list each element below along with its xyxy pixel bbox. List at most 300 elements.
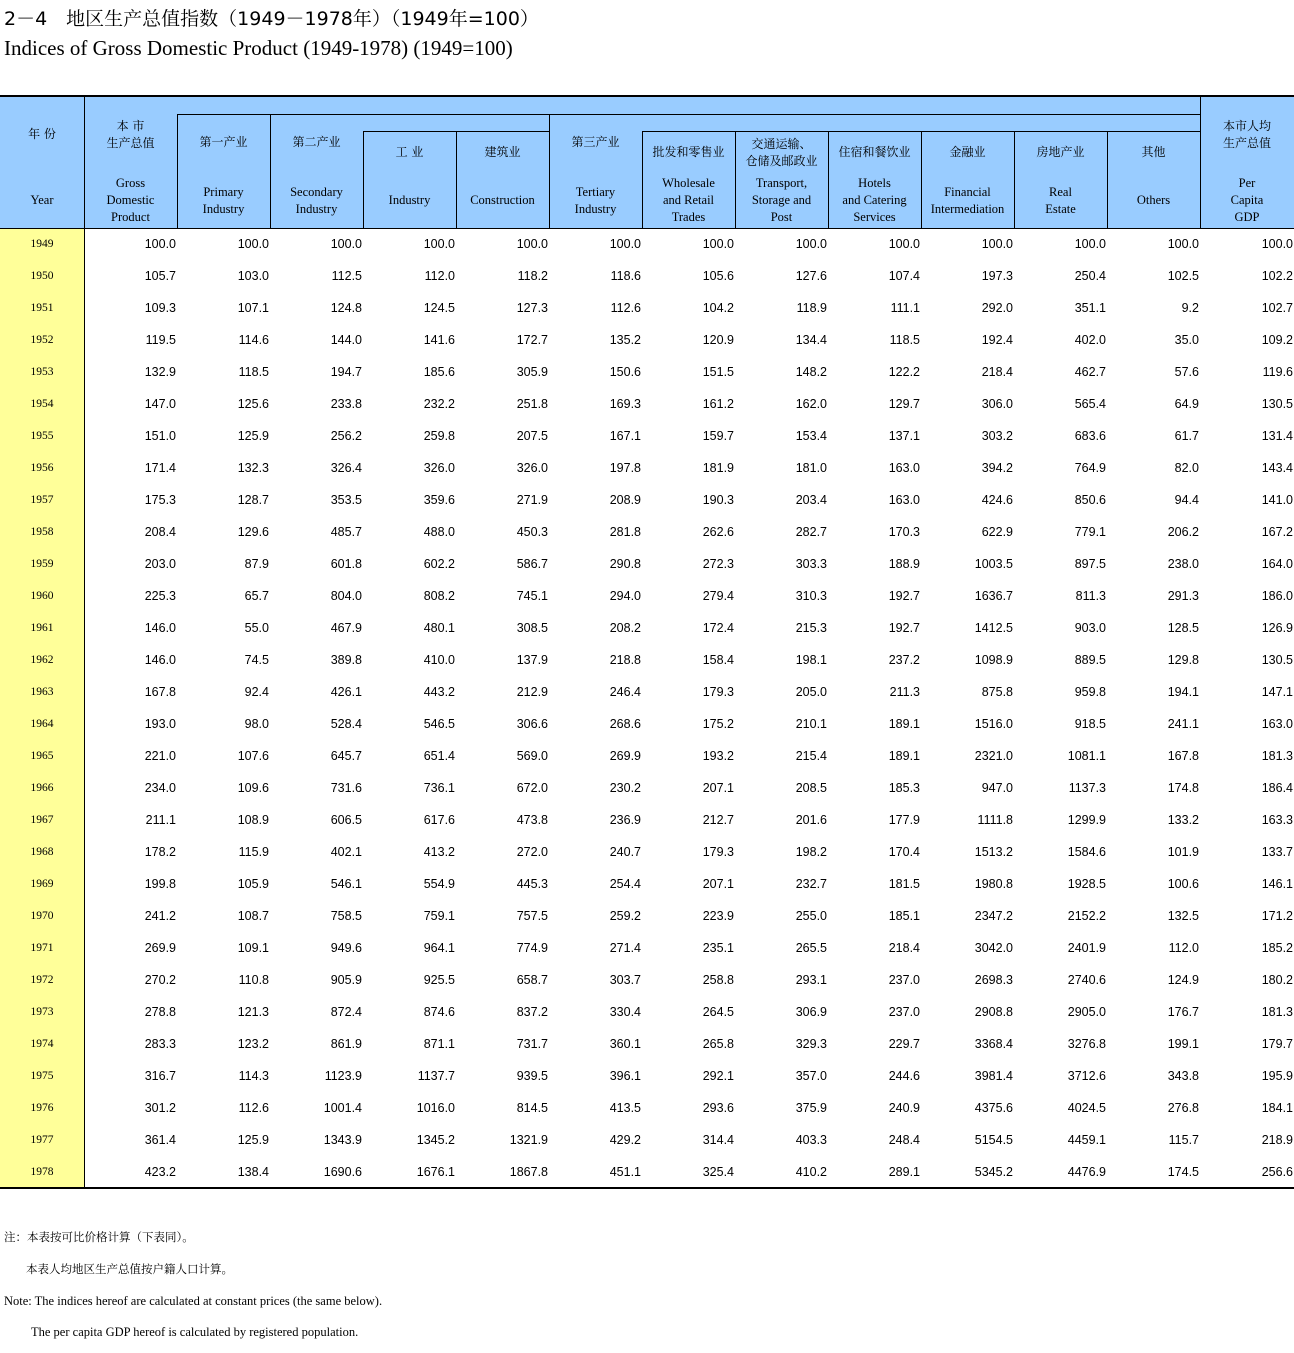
realestate-cell: 2152.2 (1067, 909, 1106, 923)
hotels-cell: 118.5 (889, 333, 920, 347)
percapita-cell: 195.9 (1261, 1069, 1293, 1083)
year-cell: 1953 (30, 366, 54, 378)
gdp-cell: 283.3 (144, 1037, 176, 1051)
transport-cell: 148.2 (795, 365, 827, 379)
realestate-cell: 850.6 (1074, 493, 1106, 507)
table-row (0, 901, 1294, 933)
header-tertiary-en-line: Industry (574, 202, 617, 216)
financial-cell: 2908.8 (974, 1005, 1013, 1019)
header-transport-cn (735, 136, 828, 170)
header-hotels-en-line: Hotels (858, 176, 891, 190)
gdp-cell: 178.2 (144, 845, 176, 859)
tertiary-cell: 429.2 (609, 1133, 641, 1147)
year-cell: 1975 (30, 1070, 54, 1082)
hotels-cell: 218.4 (888, 941, 920, 955)
note-en-1: Note: The indices hereof are calculated at constant prices (the same below). (4, 1294, 383, 1308)
year-cell: 1976 (30, 1102, 54, 1114)
tertiary-cell: 330.4 (609, 1005, 641, 1019)
wholesale-cell: 104.2 (702, 301, 734, 315)
wholesale-cell: 179.3 (702, 845, 734, 859)
table-row (0, 773, 1294, 805)
col-rule (921, 131, 922, 228)
industry-cell: 112.0 (424, 269, 455, 283)
others-cell: 115.7 (1168, 1133, 1199, 1147)
hotels-cell: 237.0 (888, 973, 920, 987)
header-wholesale-en-line: Wholesale (662, 176, 715, 190)
others-cell: 82.0 (1174, 461, 1199, 475)
tertiary-cell: 281.8 (609, 525, 641, 539)
others-cell: 101.9 (1167, 845, 1199, 859)
col-rule (177, 114, 178, 228)
construction-cell: 118.2 (517, 269, 548, 283)
secondary-cell: 872.4 (330, 1005, 362, 1019)
industry-cell: 651.4 (423, 749, 455, 763)
others-cell: 276.8 (1167, 1101, 1199, 1115)
table-row (0, 1093, 1294, 1125)
percapita-cell: 143.4 (1261, 461, 1293, 475)
tertiary-cell: 135.2 (609, 333, 641, 347)
hotels-cell: 229.7 (888, 1037, 920, 1051)
header-wholesale-cn-line: 批发和零售业 (652, 145, 725, 159)
primary-cell: 65.7 (244, 589, 269, 603)
table-title-en: Indices of Gross Domestic Product (1949-1978) (1949=100) (4, 36, 513, 60)
header-percapita-en-line: GDP (1234, 210, 1260, 224)
transport-cell: 215.4 (795, 749, 827, 763)
realestate-cell: 565.4 (1074, 397, 1106, 411)
transport-cell: 100.0 (795, 237, 827, 251)
tertiary-cell: 268.6 (609, 717, 641, 731)
primary-cell: 109.6 (237, 781, 269, 795)
year-cell: 1971 (30, 942, 54, 954)
transport-cell: 232.7 (795, 877, 827, 891)
header-top-rule (0, 95, 1294, 97)
industry-cell: 925.5 (423, 973, 455, 987)
construction-cell: 658.7 (516, 973, 548, 987)
header-hotels-en-line: and Catering (842, 193, 907, 207)
secondary-cell: 144.0 (330, 333, 362, 347)
tertiary-cell: 100.0 (609, 237, 641, 251)
construction-cell: 745.1 (516, 589, 548, 603)
percapita-cell: 180.2 (1261, 973, 1293, 987)
primary-cell: 129.6 (237, 525, 269, 539)
year-cell: 1955 (30, 430, 54, 442)
table-row (0, 965, 1294, 997)
percapita-col-rule (1200, 97, 1201, 228)
percapita-cell: 102.2 (1261, 269, 1293, 283)
tertiary-cell: 236.9 (609, 813, 641, 827)
financial-cell: 1516.0 (974, 717, 1013, 731)
year-col-rule (84, 97, 85, 1187)
secondary-cell: 426.1 (330, 685, 362, 699)
header-wholesale-cn (642, 144, 735, 161)
header-percapita-en (1200, 175, 1294, 226)
transport-cell: 357.0 (795, 1069, 827, 1083)
tertiary-cell: 303.7 (609, 973, 641, 987)
tertiary-cell: 259.2 (609, 909, 641, 923)
secondary-cell: 546.1 (330, 877, 362, 891)
financial-cell: 292.0 (981, 301, 1013, 315)
construction-cell: 100.0 (516, 237, 548, 251)
header-financial-en-line: Intermediation (930, 202, 1005, 216)
gdp-cell: 278.8 (144, 1005, 176, 1019)
primary-cell: 74.5 (244, 653, 269, 667)
table-row (0, 677, 1294, 709)
year-cell: 1963 (30, 686, 54, 698)
realestate-cell: 462.7 (1074, 365, 1106, 379)
header-wholesale-en-line: Trades (671, 210, 706, 224)
secondary-cell: 528.4 (330, 717, 362, 731)
header-percapita-en-line: Per (1238, 176, 1256, 190)
realestate-cell: 779.1 (1074, 525, 1106, 539)
realestate-cell: 4459.1 (1067, 1133, 1106, 1147)
year-cell: 1950 (30, 270, 54, 282)
gdp-cell: 234.0 (144, 781, 176, 795)
tertiary-cell: 294.0 (609, 589, 641, 603)
tertiary-cell: 360.1 (609, 1037, 641, 1051)
industry-cell: 326.0 (423, 461, 455, 475)
header-financial-cn (921, 144, 1014, 161)
financial-cell: 5345.2 (974, 1165, 1013, 1179)
primary-cell: 132.3 (237, 461, 269, 475)
table-row (0, 453, 1294, 485)
secondary-cell: 485.7 (330, 525, 362, 539)
realestate-cell: 897.5 (1074, 557, 1106, 571)
gdp-cell: 361.4 (144, 1133, 176, 1147)
others-cell: 206.2 (1167, 525, 1199, 539)
col-rule (1014, 131, 1015, 228)
hotels-cell: 163.0 (888, 461, 920, 475)
header-industry-en-line: Industry (388, 193, 431, 207)
hotels-cell: 107.4 (888, 269, 920, 283)
industry-cell: 413.2 (423, 845, 455, 859)
transport-cell: 208.5 (795, 781, 827, 795)
header-transport-en-line: Storage and (751, 193, 812, 207)
realestate-cell: 4476.9 (1067, 1165, 1106, 1179)
hotels-cell: 189.1 (888, 749, 920, 763)
header-tertiary-en-line: Tertiary (575, 185, 616, 199)
construction-cell: 251.8 (516, 397, 548, 411)
header-industry-cn-line: 工 业 (395, 145, 424, 159)
realestate-cell: 1137.3 (1068, 781, 1106, 795)
secondary-cell: 326.4 (330, 461, 362, 475)
table-row (0, 709, 1294, 741)
header-primary-en-line: Industry (202, 202, 245, 216)
table-row (0, 997, 1294, 1029)
gdp-cell: 100.0 (144, 237, 176, 251)
table-row (0, 645, 1294, 677)
header-gdp-cn-line: 本 市 (116, 119, 145, 133)
table-row (0, 325, 1294, 357)
construction-cell: 137.9 (516, 653, 548, 667)
wholesale-cell: 151.5 (702, 365, 734, 379)
secondary-cell: 124.8 (330, 301, 362, 315)
header-transport-en (735, 175, 828, 226)
secondary-cell: 1343.9 (323, 1133, 362, 1147)
header-year-en (0, 192, 84, 209)
primary-cell: 98.0 (244, 717, 269, 731)
construction-cell: 757.5 (516, 909, 548, 923)
realestate-cell: 100.0 (1074, 237, 1106, 251)
secondary-cell: 402.1 (330, 845, 362, 859)
transport-cell: 205.0 (795, 685, 827, 699)
construction-cell: 473.8 (516, 813, 548, 827)
percapita-cell: 130.5 (1261, 397, 1293, 411)
construction-cell: 445.3 (516, 877, 548, 891)
gdp-cell: 132.9 (144, 365, 176, 379)
wholesale-cell: 235.1 (702, 941, 734, 955)
header-industry-en (363, 192, 456, 209)
header-others-en (1107, 192, 1200, 209)
header-financial-cn-line: 金融业 (949, 145, 986, 159)
gdp-cell: 146.0 (144, 621, 176, 635)
wholesale-cell: 207.1 (702, 781, 734, 795)
gdp-cell: 221.0 (144, 749, 176, 763)
gdp-cell: 199.8 (144, 877, 176, 891)
others-cell: 174.5 (1167, 1165, 1199, 1179)
header-wholesale-en-line: and Retail (662, 193, 715, 207)
gdp-cell: 316.7 (144, 1069, 176, 1083)
percapita-cell: 163.3 (1261, 813, 1293, 827)
hotels-cell: 163.0 (888, 493, 920, 507)
transport-cell: 201.6 (795, 813, 827, 827)
year-cell: 1977 (30, 1134, 54, 1146)
financial-cell: 100.0 (981, 237, 1013, 251)
tertiary-cell: 413.5 (609, 1101, 641, 1115)
wholesale-cell: 193.2 (702, 749, 734, 763)
tertiary-cell: 169.3 (609, 397, 641, 411)
primary-cell: 107.1 (237, 301, 269, 315)
header-gdp-en-line: Gross (115, 176, 146, 190)
others-cell: 174.8 (1167, 781, 1199, 795)
wholesale-cell: 325.4 (702, 1165, 734, 1179)
tertiary-cell: 112.6 (610, 301, 641, 315)
year-cell: 1961 (30, 622, 54, 634)
secondary-cell: 233.8 (330, 397, 362, 411)
wholesale-cell: 120.9 (702, 333, 734, 347)
hotels-cell: 177.9 (888, 813, 920, 827)
hotels-cell: 111.1 (890, 301, 920, 315)
wholesale-cell: 264.5 (702, 1005, 734, 1019)
wholesale-cell: 293.6 (702, 1101, 734, 1115)
wholesale-cell: 159.7 (702, 429, 734, 443)
percapita-cell: 184.1 (1261, 1101, 1293, 1115)
secondary-cell: 949.6 (330, 941, 362, 955)
realestate-cell: 4024.5 (1067, 1101, 1106, 1115)
wholesale-cell: 181.9 (702, 461, 734, 475)
col-rule (1107, 131, 1108, 228)
others-cell: 199.1 (1167, 1037, 1199, 1051)
industry-cell: 359.6 (423, 493, 455, 507)
gdp-cell: 270.2 (144, 973, 176, 987)
primary-cell: 121.3 (237, 1005, 269, 1019)
tertiary-cell: 396.1 (609, 1069, 641, 1083)
industry-cell: 871.1 (423, 1037, 455, 1051)
industry-cell: 259.8 (423, 429, 455, 443)
tertiary-cell: 208.2 (609, 621, 641, 635)
percapita-cell: 186.0 (1261, 589, 1293, 603)
industry-cell: 1345.2 (416, 1133, 455, 1147)
tertiary-cell: 254.4 (609, 877, 641, 891)
others-cell: 124.9 (1167, 973, 1199, 987)
header-primary-cn (177, 134, 270, 151)
financial-cell: 1980.8 (974, 877, 1013, 891)
year-cell: 1978 (30, 1166, 54, 1178)
year-cell: 1974 (30, 1038, 54, 1050)
industry-cell: 736.1 (423, 781, 455, 795)
gdp-cell: 225.3 (144, 589, 176, 603)
header-construction-cn (456, 144, 549, 161)
industry-cell: 141.6 (423, 333, 455, 347)
hotels-cell: 170.3 (888, 525, 920, 539)
percapita-cell: 146.1 (1261, 877, 1293, 891)
percapita-cell: 171.2 (1261, 909, 1293, 923)
percapita-cell: 163.0 (1261, 717, 1293, 731)
gdp-cell: 119.5 (145, 333, 176, 347)
financial-cell: 5154.5 (974, 1133, 1013, 1147)
header-secondary-cn (270, 134, 363, 151)
table-row (0, 229, 1294, 261)
percapita-cell: 147.1 (1261, 685, 1293, 699)
header-year-cn (0, 126, 84, 143)
secondary-cell: 905.9 (330, 973, 362, 987)
others-cell: 100.0 (1167, 237, 1199, 251)
primary-cell: 109.1 (237, 941, 269, 955)
gdp-cell: 241.2 (144, 909, 176, 923)
secondary-cell: 1690.6 (323, 1165, 362, 1179)
construction-cell: 207.5 (516, 429, 548, 443)
table-row (0, 1157, 1294, 1189)
realestate-cell: 3276.8 (1067, 1037, 1106, 1051)
primary-cell: 87.9 (244, 557, 269, 571)
construction-cell: 1321.9 (509, 1133, 548, 1147)
industry-cell: 546.5 (423, 717, 455, 731)
percapita-cell: 164.0 (1261, 557, 1293, 571)
transport-cell: 127.6 (795, 269, 827, 283)
hotels-cell: 189.1 (888, 717, 920, 731)
hotels-cell: 188.9 (888, 557, 920, 571)
financial-cell: 424.6 (981, 493, 1013, 507)
header-primary-cn-line: 第一产业 (199, 135, 248, 149)
secondary-cell: 645.7 (330, 749, 362, 763)
financial-cell: 1412.5 (974, 621, 1013, 635)
gdp-cell: 193.0 (144, 717, 176, 731)
hotels-cell: 211.3 (889, 685, 920, 699)
construction-cell: 774.9 (516, 941, 548, 955)
year-cell: 1951 (30, 302, 54, 314)
col-rule (549, 114, 550, 228)
header-tertiary-cn (549, 134, 642, 151)
col-rule (270, 114, 271, 228)
table-row (0, 293, 1294, 325)
tertiary-cell: 118.6 (610, 269, 641, 283)
header-realestate-cn-line: 房地产业 (1036, 145, 1085, 159)
header-hotels-en (828, 175, 921, 226)
industry-cell: 964.1 (423, 941, 455, 955)
financial-cell: 3368.4 (974, 1037, 1013, 1051)
percapita-cell: 100.0 (1261, 237, 1293, 251)
secondary-cell: 1001.4 (323, 1101, 362, 1115)
others-cell: 112.0 (1168, 941, 1199, 955)
construction-cell: 308.5 (516, 621, 548, 635)
construction-cell: 326.0 (516, 461, 548, 475)
hotels-cell: 129.7 (888, 397, 920, 411)
secondary-cell: 112.5 (331, 269, 362, 283)
transport-cell: 265.5 (795, 941, 827, 955)
year-cell: 1954 (30, 398, 54, 410)
hotels-cell: 185.3 (888, 781, 920, 795)
gdp-cell: 105.7 (144, 269, 176, 283)
table-row (0, 517, 1294, 549)
percapita-cell: 181.3 (1261, 1005, 1293, 1019)
secondary-cell: 1123.9 (324, 1069, 362, 1083)
transport-cell: 293.1 (795, 973, 827, 987)
primary-cell: 114.6 (238, 333, 269, 347)
construction-cell: 586.7 (516, 557, 548, 571)
realestate-cell: 764.9 (1074, 461, 1106, 475)
financial-cell: 622.9 (981, 525, 1013, 539)
others-cell: 133.2 (1167, 813, 1199, 827)
construction-cell: 837.2 (516, 1005, 548, 1019)
header-secondary-cn-line: 第二产业 (292, 135, 341, 149)
secondary-cell: 100.0 (330, 237, 362, 251)
tertiary-cell: 167.1 (609, 429, 641, 443)
others-cell: 102.5 (1167, 269, 1199, 283)
hotels-cell: 237.2 (888, 653, 920, 667)
financial-cell: 2321.0 (974, 749, 1013, 763)
realestate-cell: 959.8 (1074, 685, 1106, 699)
financial-cell: 2698.3 (974, 973, 1013, 987)
year-cell: 1969 (30, 878, 54, 890)
header-gdp-en-line: Product (111, 210, 150, 224)
percapita-cell: 109.2 (1261, 333, 1293, 347)
header-tertiary-en (549, 184, 642, 218)
industry-cell: 1676.1 (416, 1165, 455, 1179)
year-cell: 1962 (30, 654, 54, 666)
transport-cell: 210.1 (795, 717, 827, 731)
header-hotels-cn (828, 144, 921, 161)
col-rule (456, 131, 457, 228)
tertiary-cell: 240.7 (609, 845, 641, 859)
others-cell: 291.3 (1167, 589, 1199, 603)
tertiary-cell: 451.1 (609, 1165, 641, 1179)
transport-cell: 303.3 (795, 557, 827, 571)
secondary-cell: 606.5 (330, 813, 362, 827)
financial-cell: 303.2 (981, 429, 1013, 443)
realestate-cell: 1928.5 (1067, 877, 1106, 891)
realestate-cell: 2401.9 (1067, 941, 1106, 955)
others-cell: 176.7 (1167, 1005, 1199, 1019)
gdp-cell: 269.9 (144, 941, 176, 955)
header-construction-en-line: Construction (470, 193, 535, 207)
header-transport-en-line: Transport, (755, 176, 808, 190)
industry-cell: 874.6 (423, 1005, 455, 1019)
year-cell: 1958 (30, 526, 54, 538)
realestate-cell: 2740.6 (1067, 973, 1106, 987)
secondary-cell: 758.5 (330, 909, 362, 923)
industry-cell: 759.1 (423, 909, 455, 923)
tertiary-cell: 230.2 (609, 781, 641, 795)
table-row (0, 1029, 1294, 1061)
header-secondary-en (270, 184, 363, 218)
others-cell: 241.1 (1167, 717, 1199, 731)
primary-cell: 125.6 (237, 397, 269, 411)
others-cell: 194.1 (1167, 685, 1199, 699)
hotels-cell: 248.4 (888, 1133, 920, 1147)
construction-cell: 272.0 (516, 845, 548, 859)
percapita-cell: 179.7 (1261, 1037, 1293, 1051)
table-title-cn: 2－4 地区生产总值指数（1949－1978年）（1949年=100） (4, 8, 539, 30)
gdp-cell: 146.0 (144, 653, 176, 667)
